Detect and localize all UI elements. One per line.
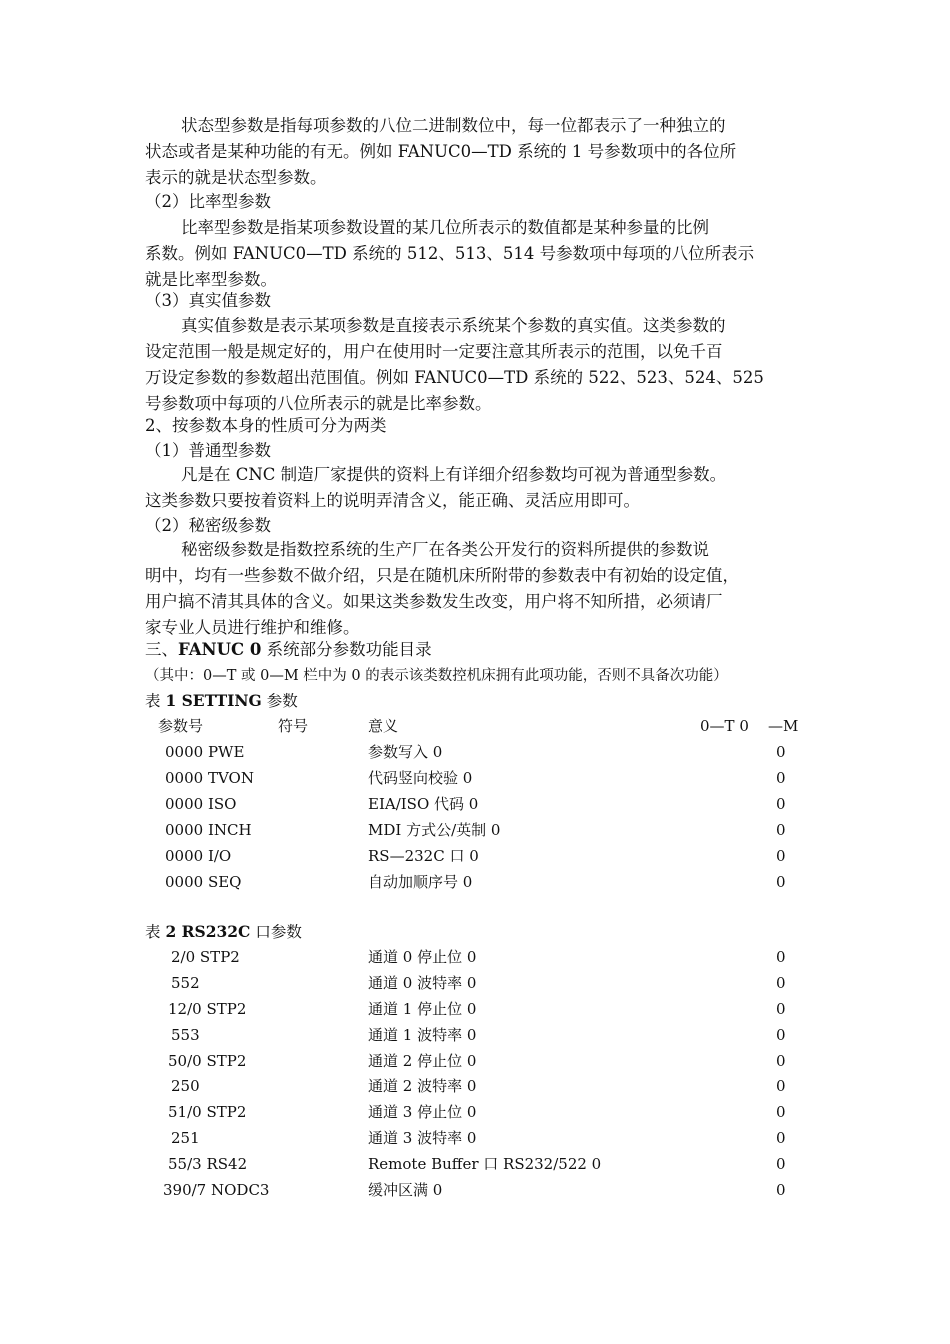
param-value: 0 — [776, 1077, 786, 1095]
param-meaning: 通道 3 停止位 0 — [368, 1103, 477, 1121]
param-value: 0 — [776, 743, 786, 761]
text-line: 凡是在 CNC 制造厂家提供的资料上有详细介绍参数均可视为普通型参数。 — [181, 465, 727, 484]
param-number: 0000 ISO — [165, 795, 237, 813]
param-meaning: 通道 2 停止位 0 — [368, 1052, 477, 1070]
param-number: 50/0 STP2 — [168, 1052, 247, 1070]
table-row — [0, 870, 950, 894]
param-meaning: Remote Buffer 口 RS232/522 0 — [368, 1155, 602, 1173]
param-value: 0 — [776, 1181, 786, 1199]
text-line: 比率型参数是指某项参数设置的某几位所表示的数值都是某种参量的比例 — [181, 218, 709, 237]
table1-header-row — [0, 714, 950, 738]
param-value: 0 — [776, 847, 786, 865]
table-row — [0, 740, 950, 764]
text-line: 明中，均有一些参数不做介绍，只是在随机床所附带的参数表中有初始的设定值， — [145, 566, 739, 585]
param-value: 0 — [776, 1129, 786, 1147]
text-line: 系数。例如 FANUC0—TD 系统的 512、513、514 号参数项中每项的八位所表示 — [145, 244, 755, 263]
param-number: 0000 PWE — [165, 743, 245, 761]
param-value: 0 — [776, 974, 786, 992]
param-number: 0000 INCH — [165, 821, 252, 839]
param-meaning: 通道 0 波特率 0 — [368, 974, 477, 992]
param-number: 390/7 NODC3 — [163, 1181, 270, 1199]
text-line: 号参数项中每项的八位所表示的就是比率参数。 — [145, 394, 492, 413]
param-number: 55/3 RS42 — [168, 1155, 248, 1173]
table-row — [0, 792, 950, 816]
param-value: 0 — [776, 873, 786, 891]
param-number: 12/0 STP2 — [168, 1000, 247, 1018]
table-row — [0, 844, 950, 868]
heading-section-3 — [145, 637, 432, 663]
param-value: 0 — [776, 1000, 786, 1018]
param-value: 0 — [776, 1026, 786, 1044]
table-row — [0, 971, 950, 995]
header-symbol: 符号 — [278, 717, 309, 735]
table1-title-suffix: 参数 — [261, 692, 298, 710]
heading-prefix: 三、 — [145, 640, 178, 659]
heading-suffix: 系统部分参数功能目录 — [261, 640, 432, 659]
param-meaning: 参数写入 0 — [368, 743, 443, 761]
param-meaning: 代码竖向校验 0 — [368, 769, 473, 787]
param-meaning: 通道 1 停止位 0 — [368, 1000, 477, 1018]
table2-title-suffix: 口参数 — [250, 923, 302, 941]
param-meaning: EIA/ISO 代码 0 — [368, 795, 479, 813]
text-line: 状态或者是某种功能的有无。例如 FANUC0—TD 系统的 1 号参数项中的各位所 — [145, 142, 737, 161]
table-note: （其中：0—T 或 0—M 栏中为 0 的表示该类数控机床拥有此项功能，否则不具备次功能） — [145, 668, 728, 684]
text-line: 秘密级参数是指数控系统的生产厂在各类公开发行的资料所提供的参数说 — [181, 540, 709, 559]
text-line: 表示的就是状态型参数。 — [145, 168, 327, 187]
param-value: 0 — [776, 1052, 786, 1070]
param-meaning: 自动加顺序号 0 — [368, 873, 473, 891]
heading-bold: FANUC 0 — [178, 640, 262, 659]
text-line: 万设定参数的参数超出范围值。例如 FANUC0—TD 系统的 522、523、524、525 — [145, 368, 764, 387]
table-row — [0, 766, 950, 790]
table-row — [0, 818, 950, 842]
param-number: 251 — [171, 1129, 200, 1147]
param-value: 0 — [776, 769, 786, 787]
heading-real-value-params: （3）真实值参数 — [145, 291, 271, 310]
heading-normal-params: （1）普通型参数 — [145, 441, 271, 460]
text-line: 状态型参数是指每项参数的八位二进制数位中，每一位都表示了一种独立的 — [181, 116, 726, 135]
param-number: 0000 I/O — [165, 847, 232, 865]
param-number: 552 — [171, 974, 200, 992]
table2-title-bold: 2 RS232C — [165, 922, 251, 941]
param-number: 0000 TVON — [165, 769, 254, 787]
text-line: 就是比率型参数。 — [145, 270, 277, 289]
text-line: 家专业人员进行维护和维修。 — [145, 618, 360, 637]
header-0m: —M — [768, 717, 799, 735]
param-meaning: MDI 方式公/英制 0 — [368, 821, 501, 839]
table-row — [0, 1074, 950, 1098]
param-number: 51/0 STP2 — [168, 1103, 247, 1121]
paragraph-ratio-params — [145, 215, 807, 293]
header-meaning: 意义 — [368, 717, 399, 735]
param-meaning: 通道 1 波特率 0 — [368, 1026, 477, 1044]
param-meaning: 缓冲区满 0 — [368, 1181, 443, 1199]
text-line: 这类参数只要按着资料上的说明弄清含义，能正确、灵活应用即可。 — [145, 491, 640, 510]
param-meaning: 通道 3 波特率 0 — [368, 1129, 477, 1147]
param-value: 0 — [776, 948, 786, 966]
table1-title-prefix: 表 — [145, 692, 166, 710]
param-number: 0000 SEQ — [165, 873, 242, 891]
param-number: 2/0 STP2 — [171, 948, 240, 966]
param-value: 0 — [776, 795, 786, 813]
param-number: 250 — [171, 1077, 200, 1095]
table1-title — [145, 688, 298, 714]
header-0t: 0—T 0 — [700, 717, 749, 735]
table-row — [0, 1023, 950, 1047]
heading-ratio-params: （2）比率型参数 — [145, 192, 271, 211]
table-row — [0, 1126, 950, 1150]
param-value: 0 — [776, 1103, 786, 1121]
param-value: 0 — [776, 821, 786, 839]
param-meaning: RS—232C 口 0 — [368, 847, 479, 865]
table-row — [0, 1152, 950, 1176]
table2-title-prefix: 表 — [145, 923, 166, 941]
table-row — [0, 945, 950, 969]
table-row — [0, 1049, 950, 1073]
paragraph-normal-params — [145, 462, 807, 514]
table-row — [0, 1100, 950, 1124]
paragraph-status-params — [145, 113, 807, 191]
heading-secret-params: （2）秘密级参数 — [145, 516, 271, 535]
heading-by-nature: 2、按参数本身的性质可分为两类 — [145, 416, 387, 435]
table-row — [0, 997, 950, 1021]
text-line: 设定范围一般是规定好的，用户在使用时一定要注意其所表示的范围，以免千百 — [145, 342, 723, 361]
table-row — [0, 1178, 950, 1202]
header-num: 参数号 — [158, 717, 204, 735]
text-line: 真实值参数是表示某项参数是直接表示系统某个参数的真实值。这类参数的 — [181, 316, 726, 335]
text-line: 用户搞不清其具体的含义。如果这类参数发生改变，用户将不知所措，必须请厂 — [145, 592, 723, 611]
paragraph-secret-params — [145, 537, 807, 641]
table1-title-bold: 1 SETTING — [165, 691, 262, 710]
param-value: 0 — [776, 1155, 786, 1173]
param-number: 553 — [171, 1026, 200, 1044]
table2-title — [145, 919, 302, 945]
paragraph-real-value-params — [145, 313, 807, 417]
param-meaning: 通道 2 波特率 0 — [368, 1077, 477, 1095]
param-meaning: 通道 0 停止位 0 — [368, 948, 477, 966]
